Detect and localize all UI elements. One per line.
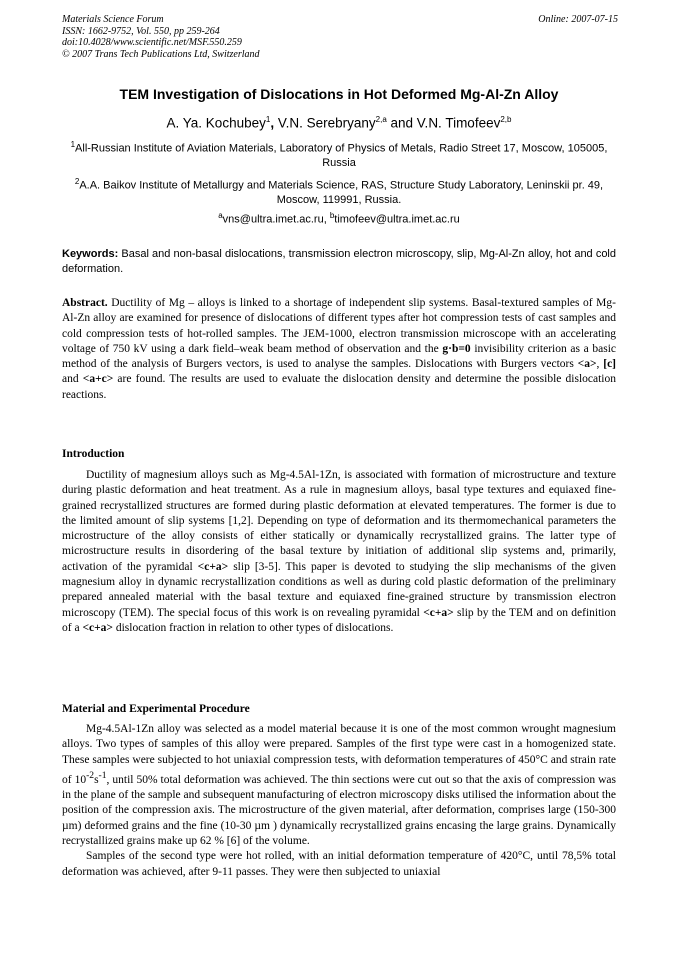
abstract-text: , [596,358,604,371]
paragraph-text: slip [3-5]. This paper is devoted to studying the slip mechanisms of the given magnesium alloy in dynamic recrystallization conditions as well as during cold plastic deformation of the preliminary prepared annealed material with the basal texture and equiaxed fine-grained structure by transmission electron microscopy (TEM). The special focus of this work is on revealing pyramidal [62,560,616,619]
author-superscript: 1 [265,115,271,124]
affiliation-superscript: 2 [74,177,80,186]
author-name: V.N. Serebryany [274,115,376,131]
abstract-emphasis: g·b=0 [442,342,471,355]
abstract-text: and [62,373,83,386]
abstract-emphasis: [c] [603,358,617,371]
author-emails [60,211,618,226]
introduction-heading: Introduction [62,448,125,460]
author-list [40,115,638,131]
affiliation-2 [60,175,618,208]
author-name: V.N. Timofeev [416,115,501,131]
paragraph-text: , until 50% total deformation was achieved. The thin sections were cut out so that the axis of compression was in the plane of the sample and subsequent manufacturing of electron microscopy disks utilised the information about the position of the compression axis. The microstructure of the given material, after deformation, comprises large (150-300 µm) deformed grains and the fine (10-30 µm ) dynamically recrystallized grains encasing the large grains. Dynamically recrystallized grains make up 62 % [6] of the volume. [62,773,616,847]
materials-heading: Material and Experimental Procedure [62,703,250,715]
materials-paragraph [62,849,616,880]
email-address: timofeev@ultra.imet.ac.ru [334,213,460,226]
abstract-emphasis: <a+c> [82,373,114,386]
abstract-text: invisibility criterion as a basic method of the analysis of Burgers vectors, is used to analyse the samples. Dislocations with Burgers vectors [62,342,616,371]
paragraph-text: s [94,773,99,786]
email-address: vns@ultra.imet.ac.ru, [222,213,330,226]
author-superscript: 2,a [375,115,387,124]
online-date: Online: 2007-07-15 [538,14,618,25]
abstract-section [62,296,616,403]
copyright-line: © 2007 Trans Tech Publications Ltd, Switzerland [62,48,260,60]
paragraph-text: Ductility of magnesium alloys such as Mg-4.5Al-1Zn, is associated with formation of microstructure and texture during plastic deformation and heat treatment. As a rule in magnesium alloys, basal type textures and equiaxed fine-grained recrystallized structures are formed during plastic deformation at elevated temperatures. The former is due to the limited amount of slip systems [1,2]. Depending on type of deformation and its thermomechanical parameters the microstructure of the alloy consists of either statically or dynamically recrystallized grains. The latter type of microstructure results in disordering of the basal texture by initiation of additional slip systems and, primarily, activation of the pyramidal [62,469,616,573]
paragraph-superscript: -1 [98,769,107,781]
issn-line: ISSN: 1662-9752, Vol. 550, pp 259-264 [62,25,220,37]
affiliation-1 [60,138,618,171]
abstract-text: Ductility of Mg – alloys is linked to a shortage of independent slip systems. Basal-textured samples of Mg-Al-Zn alloy are examined for presence of dislocations of different types after hot compression tests of cast samples and cold compression tests of hot-rolled samples. The JEM-1000, electron transmission microscope with an accelerating voltage of 750 kV using a dark field–weak beam method of observation and the [62,297,616,355]
paragraph-text: Samples of the second type were hot rolled, with an initial deformation temperature of 420°C, until 78,5% total deformation was achieved, after 9-11 passes. They were then subjected to uniaxial [62,850,616,878]
abstract-emphasis: <a> [577,358,597,371]
journal-name: Materials Science Forum [62,14,164,25]
paragraph-emphasis: <c+a> [197,560,229,573]
keywords-text: Basal and non-basal dislocations, transmission electron microscopy, slip, Mg-Al-Zn alloy, hot and cold deformation. [62,248,616,275]
introduction-section [62,468,616,636]
introduction-paragraph [62,468,616,636]
affiliation-text: All-Russian Institute of Aviation Materials, Laboratory of Physics of Metals, Radio Street 17, Moscow, 105005, Russia [75,142,608,170]
email-superscript: a [218,211,223,220]
author-conjunction: and [386,115,417,131]
keywords-label: Keywords: [62,248,119,260]
paragraph-text: Mg-4.5Al-1Zn alloy was selected as a model material because it is one of the most common wrought magnesium alloys. Two types of samples of this alloy were prepared. Samples of the first type were cast in a homogenized state. These samples were subjected to hot uniaxial compression tests, with deformation temperatures of 450°C and strain rate of 10 [62,723,616,786]
journal-header [62,14,618,60]
abstract-text: are found. The results are used to evaluate the dislocation density and determine the possible dislocation reactions. [62,373,616,401]
author-superscript: 2,b [500,115,512,124]
doi-line: doi:10.4028/www.scientific.net/MSF.550.259 [62,37,242,48]
materials-paragraph [62,722,616,849]
author-name: A. Ya. Kochubey [166,115,266,131]
paragraph-superscript: -2 [86,769,95,781]
paragraph-emphasis: <c+a> [82,621,113,634]
author-separator: , [270,115,275,131]
affiliation-superscript: 1 [70,140,76,149]
abstract-label: Abstract. [62,297,108,309]
email-superscript: b [329,211,335,220]
paper-title: TEM Investigation of Dislocations in Hot Deformed Mg-Al-Zn Alloy [119,86,559,102]
keywords-section [62,247,616,277]
paragraph-text: dislocation fraction in relation to other types of dislocations. [112,621,394,634]
paragraph-text: slip by the TEM and on definition of a [62,606,616,634]
materials-section [62,722,616,880]
paragraph-emphasis: <c+a> [423,606,454,619]
affiliation-text: A.A. Baikov Institute of Metallurgy and Materials Science, RAS, Structure Study Laboratory, Leninskii pr. 49, Moscow, 119991, Russia. [79,179,604,207]
